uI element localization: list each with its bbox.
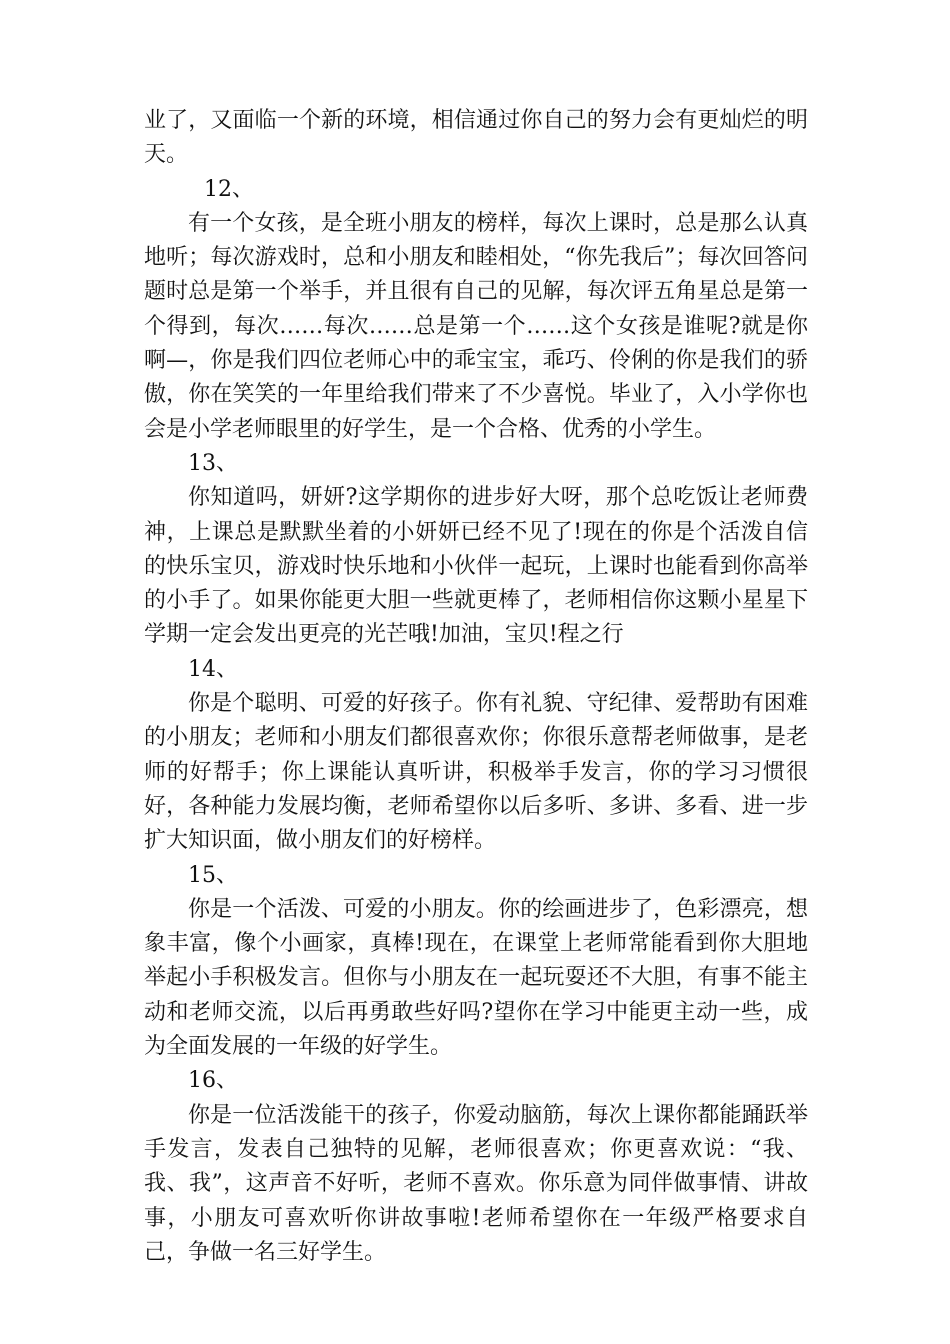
item-number-13: 13、 <box>188 450 238 476</box>
paragraph-12: 有一个女孩，是全班小朋友的榜样，每次上课时，总是那么认真地听；每次游戏时，总和小朋友和睦相处，“你先我后”；每次回答问题时总是第一个举手，并且很有自己的见解，每次评五角星总是第一个得到，每次……每次……总是第一个……这个女孩是谁呢?就是你啊—，你是我们四位老师心中的乖宝宝，乖巧、伶俐的你是我们的骄傲，你在笑笑的一年里给我们带来了不少喜悦。毕业了，入小学你也会是小学老师眼里的好学生，是一个合格、优秀的小学生。 <box>144 210 808 442</box>
item-number-14: 14、 <box>188 656 238 682</box>
paragraph-13: 你知道吗，妍妍?这学期你的进步好大呀，那个总吃饭让老师费神，上课总是默默坐着的小妍妍已经不见了!现在的你是个活泼自信的快乐宝贝，游戏时快乐地和小伙伴一起玩，上课时也能看到你高举的小手了。如果你能更大胆一些就更棒了，老师相信你这颗小星星下学期一定会发出更亮的光芒哦!加油，宝贝!程之行 <box>144 485 808 648</box>
item-number-12: 12、 <box>204 176 254 202</box>
item-number-15: 15、 <box>188 862 238 888</box>
paragraph-continuation: 业了，又面临一个新的环境，相信通过你自己的努力会有更灿烂的明天。 <box>144 108 808 168</box>
paragraph-14: 你是个聪明、可爱的好孩子。你有礼貌、守纪律、爱帮助有困难的小朋友；老师和小朋友们都很喜欢你；你很乐意帮老师做事，是老师的好帮手；你上课能认真听讲，积极举手发言，你的学习习惯很好，各种能力发展均衡，老师希望你以后多听、多讲、多看、进一步扩大知识面，做小朋友们的好榜样。 <box>144 691 808 854</box>
paragraph-16: 你是一位活泼能干的孩子，你爱动脑筋，每次上课你都能踊跃举手发言，发表自己独特的见解，老师很喜欢；你更喜欢说：“我、我、我”，这声音不好听，老师不喜欢。你乐意为同伴做事情、讲故事，小朋友可喜欢听你讲故事啦!老师希望你在一年级严格要求自己，争做一名三好学生。 <box>144 1102 808 1265</box>
paragraph-15: 你是一个活泼、可爱的小朋友。你的绘画进步了，色彩漂亮，想象丰富，像个小画家，真棒!现在，在课堂上老师常能看到你大胆地举起小手积极发言。但你与小朋友在一起玩耍还不大胆，有事不能主动和老师交流，以后再勇敢些好吗?望你在学习中能更主动一些，成为全面发展的一年级的好学生。 <box>144 896 808 1060</box>
document-page <box>144 104 808 1270</box>
item-number-16: 16、 <box>188 1068 238 1094</box>
